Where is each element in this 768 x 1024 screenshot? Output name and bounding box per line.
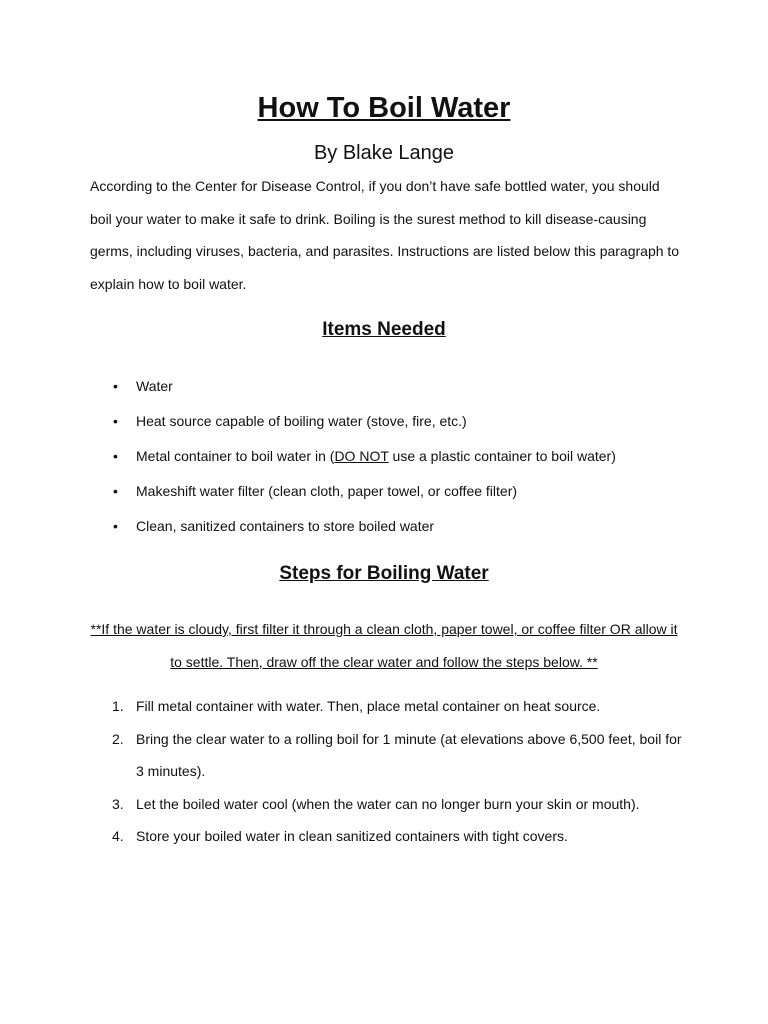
steps-list xyxy=(90,690,690,853)
cloudy-water-note: **If the water is cloudy, first filter it through a clean cloth, paper towel, or coffee filter OR allow it to settle. Then, draw off the clear water and follow the steps below. ** xyxy=(90,621,678,670)
step-item xyxy=(90,820,690,853)
list-item xyxy=(90,444,690,479)
document-title: How To Boil Water xyxy=(257,92,511,124)
bullet-icon: • xyxy=(113,413,118,429)
step-item xyxy=(90,690,690,723)
intro-paragraph: According to the Center for Disease Control, if you don’t have safe bottled water, you should boil your water to make it safe to drink. Boiling is the surest method to kill disease-causing germs, including viruses, bacteria, and parasites. Instructions are listed below this paragraph to explain how to boil water. xyxy=(90,178,680,292)
step-number: 4. xyxy=(112,828,124,844)
item-text: Water xyxy=(136,378,173,394)
list-item xyxy=(90,409,690,444)
item-text-before: Metal container to boil water in ( xyxy=(136,448,335,464)
list-item xyxy=(90,374,690,409)
steps-heading: Steps for Boiling Water xyxy=(279,563,489,584)
bullet-icon: • xyxy=(113,448,118,464)
items-needed-heading: Items Needed xyxy=(322,319,446,340)
list-item xyxy=(90,479,690,514)
author-line: By Blake Lange xyxy=(313,142,455,164)
item-text: Makeshift water filter (clean cloth, paper towel, or coffee filter) xyxy=(136,483,518,499)
step-item xyxy=(90,723,690,788)
items-list xyxy=(90,374,690,549)
item-emphasis: DO NOT xyxy=(334,448,389,464)
step-text: Fill metal container with water. Then, place metal container on heat source. xyxy=(136,698,601,714)
step-text: Store your boiled water in clean sanitized containers with tight covers. xyxy=(136,828,568,844)
step-number: 3. xyxy=(112,795,124,812)
step-item xyxy=(90,788,690,821)
step-number: 2. xyxy=(112,730,124,747)
item-text-after: use a plastic container to boil water) xyxy=(388,448,616,464)
step-text: Let the boiled water cool (when the water can no longer burn your skin or mouth). xyxy=(136,795,640,812)
step-text: Bring the clear water to a rolling boil for 1 minute (at elevations above 6,500 feet, boil for 3 minutes). xyxy=(136,730,682,779)
item-text: Heat source capable of boiling water (stove, fire, etc.) xyxy=(136,413,467,429)
item-text: Clean, sanitized containers to store boiled water xyxy=(136,518,435,534)
bullet-icon: • xyxy=(113,378,118,394)
bullet-icon: • xyxy=(113,483,118,499)
step-number: 1. xyxy=(112,698,124,714)
bullet-icon: • xyxy=(113,518,118,534)
list-item xyxy=(90,514,690,549)
